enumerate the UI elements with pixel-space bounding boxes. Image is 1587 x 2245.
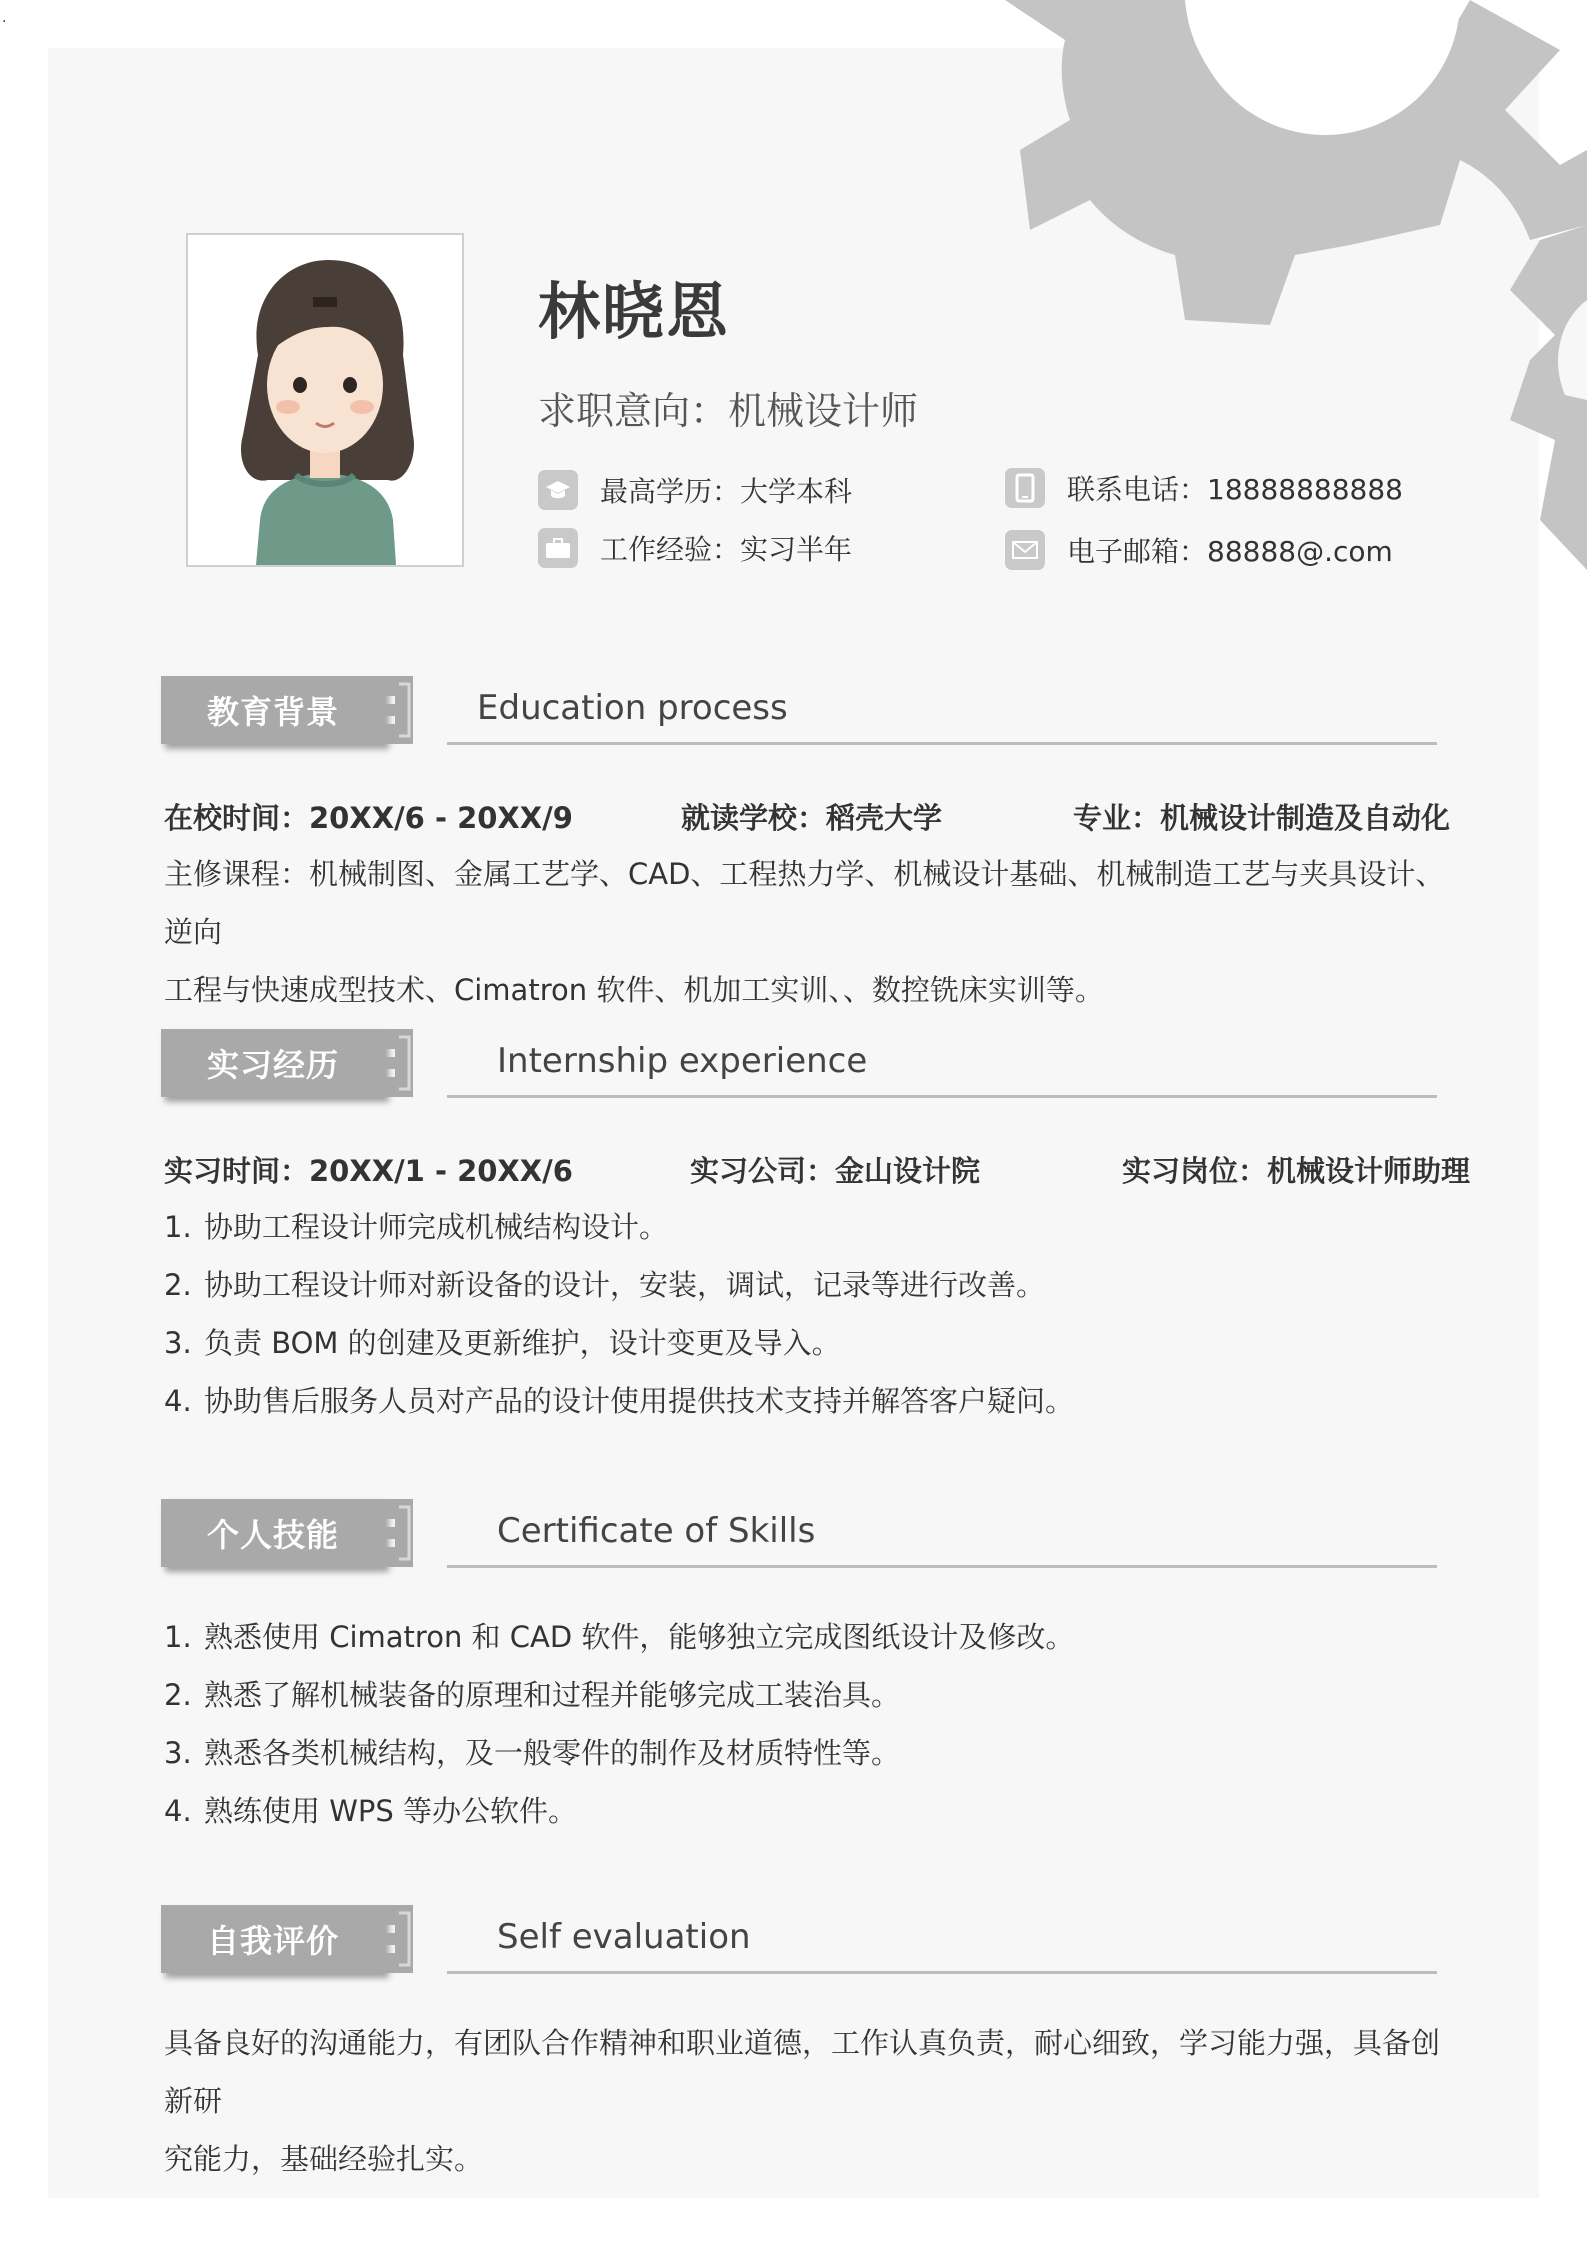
list-number: 4. xyxy=(164,1384,192,1418)
list-number: 1. xyxy=(164,1210,192,1244)
list-text: 熟悉了解机械装备的原理和过程并能够完成工装治具。 xyxy=(204,1678,901,1712)
intern-time: 实习时间：20XX/1 - 20XX/6 xyxy=(164,1154,573,1188)
list-text: 熟悉各类机械结构，及一般零件的制作及材质特性等。 xyxy=(204,1736,901,1770)
list-item xyxy=(164,1608,1464,1666)
list-text: 负责 BOM 的创建及更新维护，设计变更及导入。 xyxy=(204,1326,841,1360)
envelope-icon xyxy=(1005,530,1045,570)
job-intent-label: 求职意向： xyxy=(538,389,729,433)
section-header-self xyxy=(161,1905,1437,1983)
self-evaluation-line-2: 究能力，基础经验扎实。 xyxy=(164,2142,484,2176)
intern-duties-list xyxy=(164,1198,1464,1430)
list-item xyxy=(164,1724,1464,1782)
intern-company: 实习公司：金山设计院 xyxy=(690,1154,981,1188)
section-tag-internship: 实习经历 xyxy=(161,1029,385,1097)
section-header-skills xyxy=(161,1499,1437,1577)
section-tag-skills: 个人技能 xyxy=(161,1499,385,1567)
job-intent-value: 机械设计师 xyxy=(728,389,919,433)
edu-courses xyxy=(164,845,1464,1019)
list-text: 熟悉使用 Cimatron 和 CAD 软件，能够独立完成图纸设计及修改。 xyxy=(204,1620,1075,1654)
info-email xyxy=(1005,528,1393,572)
section-title-en-skills: Certificate of Skills xyxy=(497,1511,816,1551)
info-phone xyxy=(1005,466,1403,510)
skills-list xyxy=(164,1608,1464,1840)
info-phone-text: 联系电话：18888888888 xyxy=(1067,473,1403,506)
puzzle-connector-icon xyxy=(369,1029,421,1097)
puzzle-connector-icon xyxy=(369,676,421,744)
graduation-cap-icon xyxy=(538,470,578,510)
list-number: 2. xyxy=(164,1268,192,1302)
section-title-en-education: Education process xyxy=(477,688,788,728)
puzzle-connector-icon xyxy=(369,1499,421,1567)
edu-school: 就读学校：稻壳大学 xyxy=(681,801,943,835)
self-evaluation-text xyxy=(164,2014,1464,2188)
avatar-illustration-icon xyxy=(188,235,462,565)
phone-icon xyxy=(1005,468,1045,508)
profile-photo xyxy=(186,233,464,567)
list-item xyxy=(164,1666,1464,1724)
briefcase-icon xyxy=(538,528,578,568)
section-divider xyxy=(447,1971,1437,1974)
job-intent xyxy=(538,380,918,435)
list-text: 协助工程设计师完成机械结构设计。 xyxy=(204,1210,669,1244)
info-experience xyxy=(538,526,852,570)
candidate-name: 林晓恩 xyxy=(538,275,731,348)
list-number: 1. xyxy=(164,1620,192,1654)
info-email-text: 电子邮箱：88888@.com xyxy=(1067,535,1393,568)
edu-major: 专业：机械设计制造及自动化 xyxy=(1073,801,1451,835)
section-header-internship xyxy=(161,1029,1437,1107)
section-tag-education: 教育背景 xyxy=(161,676,385,744)
list-item xyxy=(164,1372,1464,1430)
section-tag-self: 自我评价 xyxy=(161,1905,385,1973)
section-divider xyxy=(447,742,1437,745)
edu-time: 在校时间：20XX/6 - 20XX/9 xyxy=(164,801,573,835)
list-number: 3. xyxy=(164,1326,192,1360)
list-text: 协助工程设计师对新设备的设计，安装，调试，记录等进行改善。 xyxy=(204,1268,1046,1302)
list-item xyxy=(164,1198,1464,1256)
info-education-text: 最高学历：大学本科 xyxy=(600,475,853,508)
corner-mark: . xyxy=(2,10,7,26)
list-item xyxy=(164,1256,1464,1314)
info-education xyxy=(538,468,852,512)
section-title-en-self: Self evaluation xyxy=(497,1917,751,1957)
section-header-education xyxy=(161,676,1437,754)
list-text: 熟练使用 WPS 等办公软件。 xyxy=(204,1794,578,1828)
section-title-en-internship: Internship experience xyxy=(497,1041,868,1081)
list-number: 4. xyxy=(164,1794,192,1828)
info-experience-text: 工作经验：实习半年 xyxy=(600,533,853,566)
puzzle-connector-icon xyxy=(369,1905,421,1973)
intern-position: 实习岗位：机械设计师助理 xyxy=(1122,1154,1471,1188)
edu-courses-line-2: 工程与快速成型技术、Cimatron 软件、机加工实训、、数控铣床实训等。 xyxy=(164,973,1104,1007)
section-divider xyxy=(447,1095,1437,1098)
edu-courses-line-1: 主修课程：机械制图、金属工艺学、CAD、工程热力学、机械设计基础、机械制造工艺与夹具设计、逆向 xyxy=(164,857,1445,949)
self-evaluation-line-1: 具备良好的沟通能力，有团队合作精神和职业道德，工作认真负责，耐心细致，学习能力强，具备创新研 xyxy=(164,2026,1441,2118)
list-item xyxy=(164,1782,1464,1840)
list-item xyxy=(164,1314,1464,1372)
list-text: 协助售后服务人员对产品的设计使用提供技术支持并解答客户疑问。 xyxy=(204,1384,1075,1418)
list-number: 2. xyxy=(164,1678,192,1712)
list-number: 3. xyxy=(164,1736,192,1770)
section-divider xyxy=(447,1565,1437,1568)
